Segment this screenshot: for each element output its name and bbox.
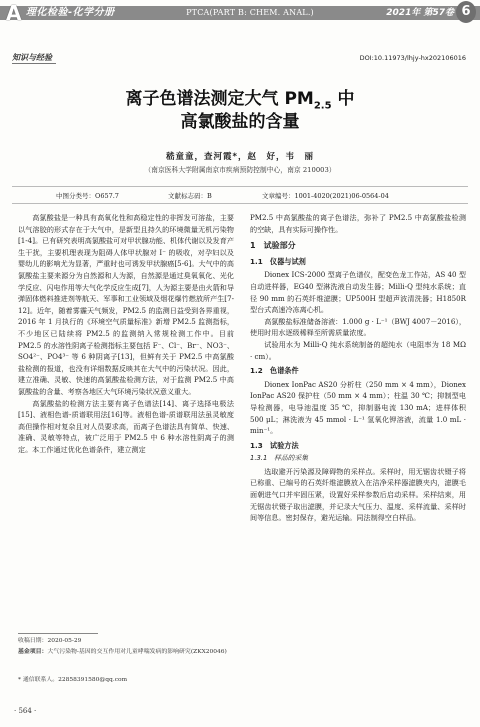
sampling-paragraph: 选取避开污染源及障碍物的采样点。采样时，用无锯齿状镊子将已称重、已编号的石英纤维滤膜放入在洁净采样器滤膜夹内，滤膜毛面朝进气口并牢固压紧，设置好采样参数后启动采样。采样结束，用无锯齿状镊子取出滤膜，并记录大气压力、温度、采样流量、采样时间等信息。密封保存，避光运输。同法制得空白样品。 bbox=[250, 466, 466, 523]
right-column bbox=[250, 212, 466, 524]
section-label: 知识与经验 bbox=[12, 53, 52, 62]
water-paragraph: 试验用水为 Milli-Q 纯水系统制备的超纯水（电阻率为 18 MΩ · cm）。 bbox=[250, 339, 466, 361]
subsection-heading-instruments: 1.1 仪器与试剂 bbox=[250, 256, 306, 266]
meta-rule-bottom bbox=[12, 203, 468, 204]
journal-name: 理化检验-化学分册 bbox=[26, 7, 115, 18]
article-number: 文章编号：1001-4020(2021)06-0564-04 bbox=[262, 192, 389, 200]
subsubsection-heading-sampling: 1.3.1 样品的采集 bbox=[250, 454, 309, 463]
doi: DOI:10.11973/lhjy-hx202106016 bbox=[359, 54, 466, 62]
document-code: 文献标志码：B bbox=[168, 192, 212, 200]
journal-logo: A bbox=[6, 1, 22, 25]
clc-number: 中图分类号：O657.7 bbox=[56, 192, 119, 200]
issue-number: 6 bbox=[456, 1, 476, 23]
intro-paragraph-1: 高氯酸盐是一种具有高氧化性和高稳定性的非挥发可溶盐，主要以气溶胶的形式存在于大气中，是新型且持久的环境微量无机污染物[1-4]。已有研究表明高氯酸盐可对甲状腺功能、机体代谢以及发育产生干扰，主要机理表现为阻碍人体甲状腺对 I⁻ 的吸收，对孕妇以及婴幼儿的影响尤为显著，严重时也可诱发甲状腺癌[5-6]。大气中的高氯酸盐主要来源分为自然源和人为源，自然源是通过臭氧氧化、光化学反应、闪电作用等大气化学反应生成[7]，人为源主要是由火箭和导弹固体燃料推进剂等航天、军事和工业领域及烟花爆竹燃放所产生[7-12]。近年，随着雾霾天气频发，PM2.5 的监测日益受到各界重视，2016 年 1 月执行的《环境空气质量标准》新增 PM2.5 监测指标，不少地区已陆续将 PM2.5 的监测纳入常规检测工作中。目前 PM2.5 的水溶性阴离子检测指标主要包括 F⁻、Cl⁻、Br⁻、NO3⁻、SO4²⁻、PO4³⁻ 等 6 种阴离子[13]，但鲜有关于 PM2.5 中高氯酸盐检测的报道，也没有详细数据反映其在大气中的污染状况。因此，建立准确、灵敏、快速的高氯酸盐检测方法，对于监测 PM2.5 中高氯酸盐的含量、考察各地区大气环境污染状况意义重大。 bbox=[18, 213, 234, 396]
corresponding-author: * 通信联系人。22858391580@qq.com bbox=[18, 677, 128, 683]
intro-continuation: PM2.5 中高氯酸盐的离子色谱法，弥补了 PM2.5 中高氯酸盐检测的空缺，具有实际可操作性。 bbox=[250, 213, 466, 234]
article-title-line-2: 高氯酸盐的含量 bbox=[180, 112, 300, 132]
section-underline bbox=[12, 63, 56, 64]
article-title-line-1: 离子色谱法测定大气 $PM_{2.5}$ 中 bbox=[125, 89, 355, 112]
instruments-paragraph: Dionex ICS-2000 型离子色谱仪，配变色龙工作站，AS 40 型自动进样器，EG40 型淋洗液自动发生器；Milli-Q 型纯水系统；直径 90 mm 的石英纤维滤膜；UP500H 型超声波清洗器；H1850R 型台式高速冷冻离心机。 bbox=[250, 270, 466, 315]
conditions-paragraph: Dionex IonPac AS20 分析柱（250 mm × 4 mm），Dionex IonPac AS20 保护柱（50 mm × 4 mm）；柱温 30 ℃；抑制型电导检测器，电导池温度 35 ℃，抑制器电流 130 mA；进样体积 500 μL；淋洗液为 45 mmol · L⁻¹ 氢氧化钾溶液，流量 1.0 mL · min⁻¹。 bbox=[250, 379, 466, 436]
year-volume: 2021年 第57卷 bbox=[386, 8, 454, 18]
section-heading-experimental: 1 试验部分 bbox=[250, 241, 296, 251]
fund-note: 基金项目：大气污染物-基因的交互作用对儿童哮喘发病的影响研究(ZKX20046) bbox=[18, 649, 227, 655]
page-number: · 564 · bbox=[14, 707, 37, 715]
left-column bbox=[18, 212, 234, 455]
meta-rule-top bbox=[12, 186, 468, 187]
journal-english-name: PTCA(PART B: CHEM. ANAL.) bbox=[186, 8, 314, 17]
received-date: 收稿日期：2020-05-29 bbox=[18, 638, 82, 644]
intro-paragraph-2: 高氯酸盐的检测方法主要有离子色谱法[14]、离子选择电极法[15]、液相色谱-质谱联用法[16]等。液相色谱-质谱联用法虽灵敏度高但操作相对复杂且对人员要求高，而离子色谱法具有简单、快速、准确、灵敏等特点，被广泛用于 PM2.5 中 6 种水溶性阴离子的测定。本工作通过优化色谱条件，建立测定 bbox=[18, 398, 234, 454]
affiliation: （南京医科大学附属南京市疾病预防控制中心，南京 210003） bbox=[144, 166, 336, 174]
subsection-heading-conditions: 1.2 色谱条件 bbox=[250, 366, 299, 376]
authors: 嵇童童，查河霞*，赵 好，韦 丽 bbox=[166, 152, 314, 162]
subsection-heading-method: 1.3 试验方法 bbox=[250, 440, 299, 450]
standard-solution-paragraph: 高氯酸盐标准储备溶液：1.000 g · L⁻¹（BWJ 4007－2016），使用时用水逐级稀释至所需质量浓度。 bbox=[250, 316, 466, 338]
running-header bbox=[0, 0, 480, 32]
footnote-rule bbox=[18, 633, 98, 634]
